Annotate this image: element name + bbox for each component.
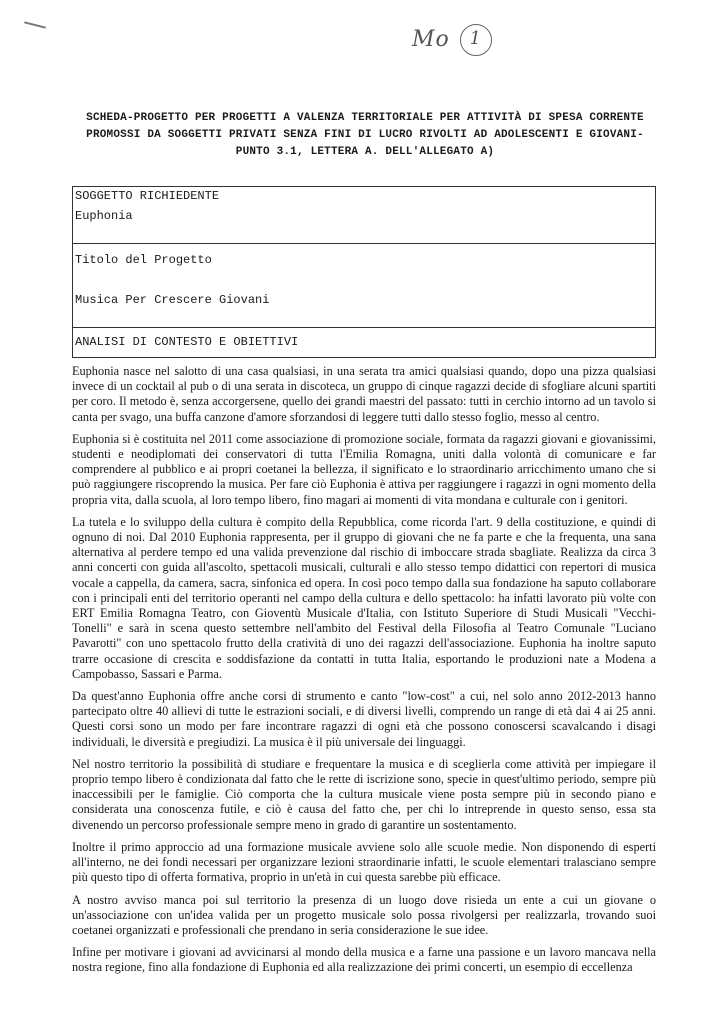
project-title-value: Musica Per Crescere Giovani	[75, 293, 270, 307]
paragraph: Inoltre il primo approccio ad una formazione musicale avviene solo alle scuole medie. Non disponendo di esperti all'interno, ne dei fondi necessari per organizzare lezioni straordinarie infatti, le scuole elementari tralasciano sempre più questo tipo di offerta formativa, proprio in un'età in cui questa sarebbe più efficace.	[72, 839, 656, 885]
paragraph: Nel nostro territorio la possibilità di studiare e frequentare la musica e di sceglierla come attività per impiegare il proprio tempo libero è condizionata dal fatto che le rette di iscrizione sono, specie in quest'ultimo periodo, sempre più inaccessibili per le famiglie. Ciò comporta che la cultura musicale viene posta sempre più in secondo piano e considerata una conoscenza futile, e ciò è causa del fatto che, per chi lo intreprende in questo senso, essa sta divenendo un percorso professionale sempre meno in grado di garantire un sostentamento.	[72, 756, 656, 832]
handwritten-annotation	[412, 24, 492, 56]
form-divider	[73, 243, 655, 244]
project-form-box	[72, 186, 656, 358]
applicant-label: SOGGETTO RICHIEDENTE	[75, 189, 220, 203]
paragraph: Infine per motivare i giovani ad avvicinarsi al mondo della musica e a farne una passione e un lavoro mancava nella nostra regione, fino alla fondazione di Euphonia ed alla realizzazione dei primi concerti, un esempio di eccellenza	[72, 945, 656, 975]
applicant-value: Euphonia	[75, 209, 133, 223]
paragraph: Euphonia nasce nel salotto di una casa qualsiasi, in una serata tra amici qualsiasi quando, dopo una pizza qualsiasi invece di un cocktail al pub o di una serata in discoteca, un gruppo di cinque ragazzi decide di sfogliare alcuni spartiti per coro. Il metodo è, senza accorgersene, quello dei grandi maestri del passato: tutti in cerchio intorno ad un tavolo si canta per svago, una buffa canzone d'amore sforzandosi di leggere tutti dallo stesso foglio, messo al centro.	[72, 364, 656, 424]
body-text	[72, 364, 656, 983]
circled-page-number: 1	[460, 24, 492, 56]
paragraph: A nostro avviso manca poi sul territorio la presenza di un luogo dove risieda un ente a cui un giovane o un'associazione con un'idea valida per un progetto musicale solo possa rivolgersi per realizzarla, trovando suoi coetanei organizzati e professionali che prendano in seria considerazione le sue idee.	[72, 892, 656, 937]
analysis-label: ANALISI DI CONTESTO E OBIETTIVI	[75, 335, 299, 349]
form-divider	[73, 327, 655, 328]
project-title-label: Titolo del Progetto	[75, 253, 212, 267]
pen-mark-decoration	[24, 21, 46, 28]
paragraph: La tutela e lo sviluppo della cultura è compito della Repubblica, come ricorda l'art. 9 della costituzione, e quindi di ognuno di noi. Dal 2010 Euphonia rappresenta, per il gruppo di giovani che ne fa parte e che la frequenta, una sana alternativa al perdere tempo ed una valida prevenzione dal rischio di imboccare strada sbagliate. Realizza da circa 3 anni concerti con guida all'ascolto, spettacoli musicali, culturali e allo stesso tempo didattici con repertori di musica vocale a cappella, da camera, sacra, sinfonica ed opera. In così poco tempo dalla sua fondazione ha saputo collaborare con i principali enti del territorio operanti nel campo della cultura e dello spettacolo: ha infatti lavorato più volte con ERT Emilia Romagna Teatro, con Gioventù Musicale d'Italia, con Istituto Superiore di Studi Musicali "Vecchi-Tonelli" e sarà in scena questo settembre nell'ambito del Festival della Filosofia al Teatro Comunale "Luciano Pavarotti" con uno spettacolo frutto della cratività di uno dei ragazzi dell'associazione. Euphonia ha inoltre saputo trarre occasione di crescita e soddisfazione da contatti in tutta Italia, esportando le produzioni nate a Modena a Campobasso, Sassari e Parma.	[72, 514, 656, 681]
paragraph: Euphonia si è costituita nel 2011 come associazione di promozione sociale, formata da ragazzi giovani e giovanissimi, studenti e neodiplomati dei conservatori di tutta l'Emilia Romagna, uniti dalla volontà di comunicare e far comprendere al pubblico e ai propri coetanei la bellezza, il significato e lo straordinario arricchimento umano che si può raggiungere riscoprendo la musica. Per fare ciò Euphonia è attiva per raggiungere i ragazzi in ogni momento della propria vita, dalla scuola, al loro tempo libero, fino magari ai momenti di vita mondana e culturale con i genitori.	[72, 431, 656, 507]
document-title: SCHEDA-PROGETTO PER PROGETTI A VALENZA TERRITORIALE PER ATTIVITÀ DI SPESA CORRENTE PROMOSSI DA SOGGETTI PRIVATI SENZA FINI DI LUCRO RIVOLTI AD ADOLESCENTI E GIOVANI- PUNTO 3.1, LETTERA A. DELL'ALLEGATO A)	[86, 112, 644, 158]
handwritten-initials: Mo	[412, 27, 450, 52]
paragraph: Da quest'anno Euphonia offre anche corsi di strumento e canto "low-cost" a cui, nel solo anno 2012-2013 hanno partecipato oltre 40 allievi di tutte le estrazioni sociali, e di diversi livelli, comprendo un range di età dai 4 ai 25 anni. Questi corsi sono un modo per fare incontrare ragazzi di ogni età che possono conoscersi scavalcando i disagi individuali, le diversità e pregiudizi. La musica è il più universale dei linguaggi.	[72, 689, 656, 749]
